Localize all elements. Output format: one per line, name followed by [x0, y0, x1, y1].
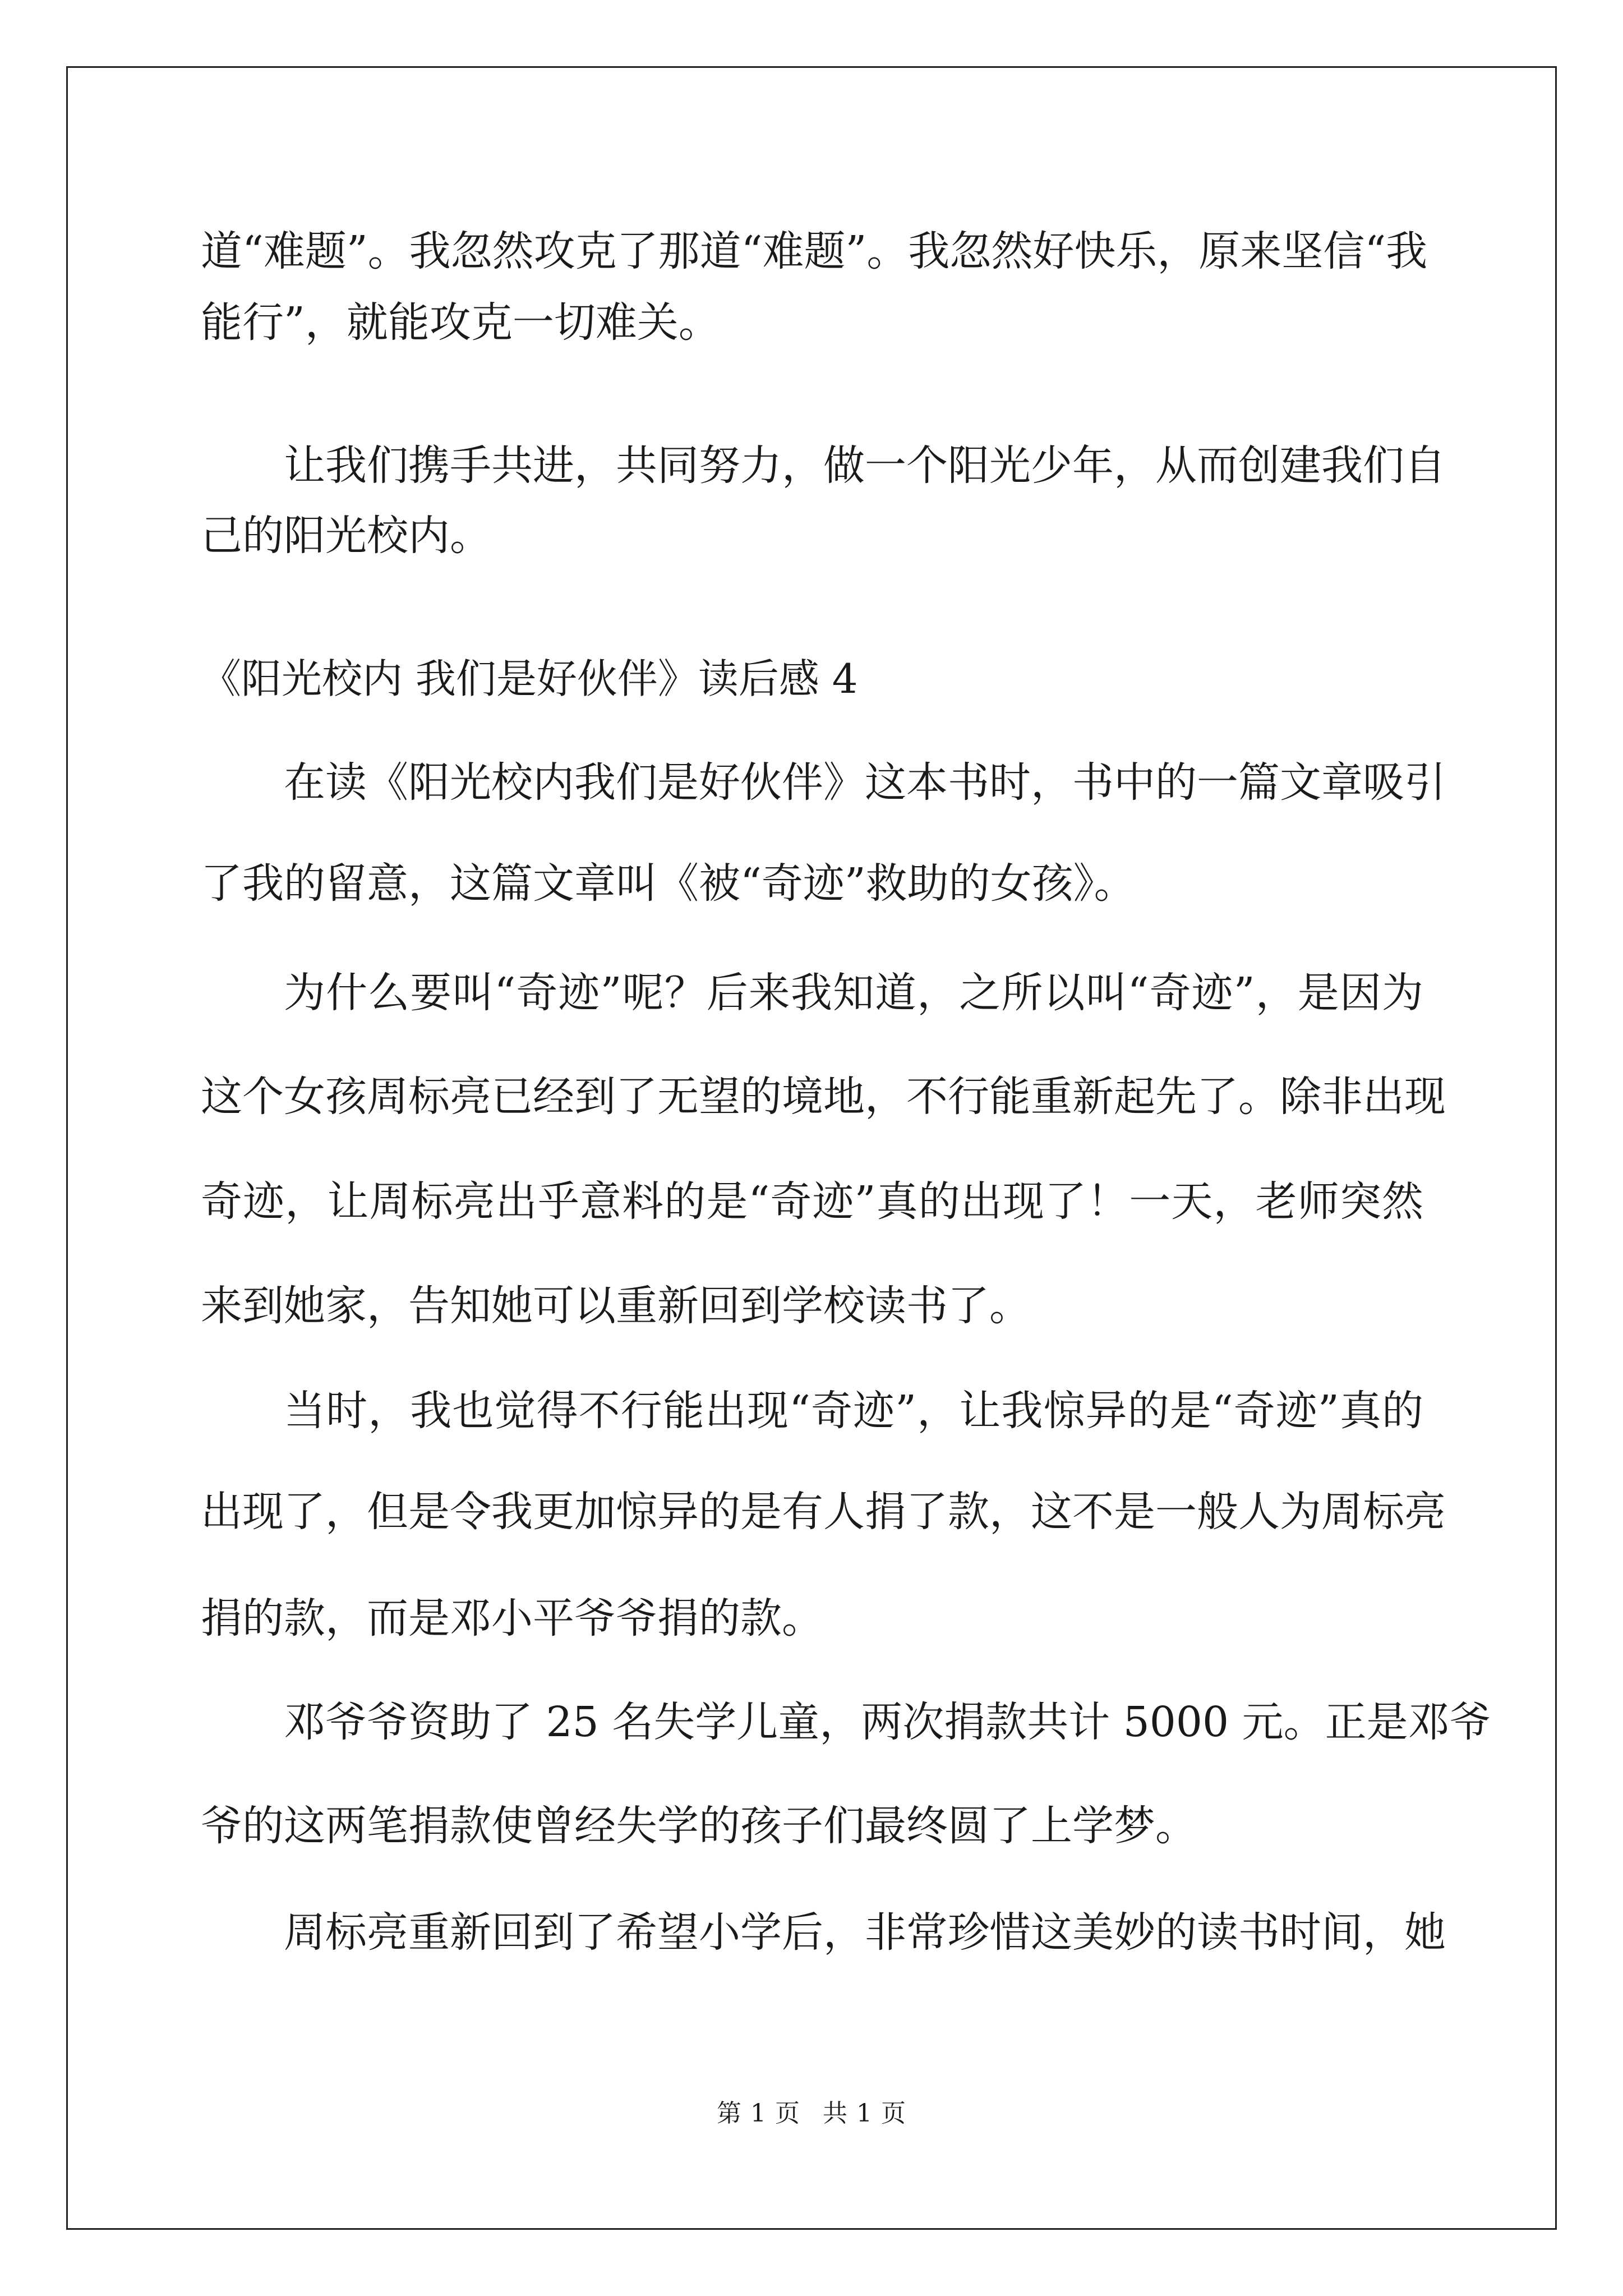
text-line: 这个女孩周标亮已经到了无望的境地，不行能重新起先了。除非出现: [201, 1073, 1446, 1121]
paragraph-first-line: 邓爷爷资助了 25 名失学儿童，两次捐款共计 5000 元。正是邓爷: [284, 1698, 1491, 1746]
text-line: 能行”，就能攻克一切难关。: [201, 298, 720, 347]
paragraph-first-line: 为什么要叫“奇迹”呢？后来我知道，之所以叫“奇迹”，是因为: [284, 969, 1423, 1017]
paragraph-first-line: 在读《阳光校内我们是好伙伴》这本书时，书中的一篇文章吸引: [284, 758, 1446, 807]
paragraph-first-line: 当时，我也觉得不行能出现“奇迹”，让我惊异的是“奇迹”真的: [284, 1387, 1423, 1435]
paragraph-first-line: 周标亮重新回到了希望小学后，非常珍惜这美妙的读书时间，她: [284, 1908, 1446, 1957]
page-number: 第 1 页: [717, 2099, 800, 2128]
page-total: 共 1 页: [823, 2099, 906, 2128]
paragraph-first-line: 让我们携手共进，共同努力，做一个阳光少年，从而创建我们自: [284, 441, 1446, 490]
text-line: 奇迹，让周标亮出乎意料的是“奇迹”真的出现了！一天，老师突然: [201, 1177, 1423, 1226]
text-line: 了我的留意，这篇文章叫《被“奇迹”救助的女孩》。: [201, 859, 1136, 908]
text-line: 捐的款，而是邓小平爷爷捐的款。: [201, 1594, 823, 1642]
text-line: 来到她家，告知她可以重新回到学校读书了。: [201, 1282, 1031, 1330]
text-line: 己的阳光校内。: [201, 512, 491, 560]
text-line: 道“难题”。我忽然攻克了那道“难题”。我忽然好快乐，原来坚信“我: [201, 227, 1428, 275]
page-footer: [0, 2097, 1623, 2131]
text-line: 出现了，但是令我更加惊异的是有人捐了款，这不是一般人为周标亮: [201, 1488, 1446, 1536]
text-line: 爷的这两笔捐款使曾经失学的孩子们最终圆了上学梦。: [201, 1802, 1197, 1850]
section-heading: 《阳光校内 我们是好伙伴》读后感 4: [201, 655, 858, 702]
